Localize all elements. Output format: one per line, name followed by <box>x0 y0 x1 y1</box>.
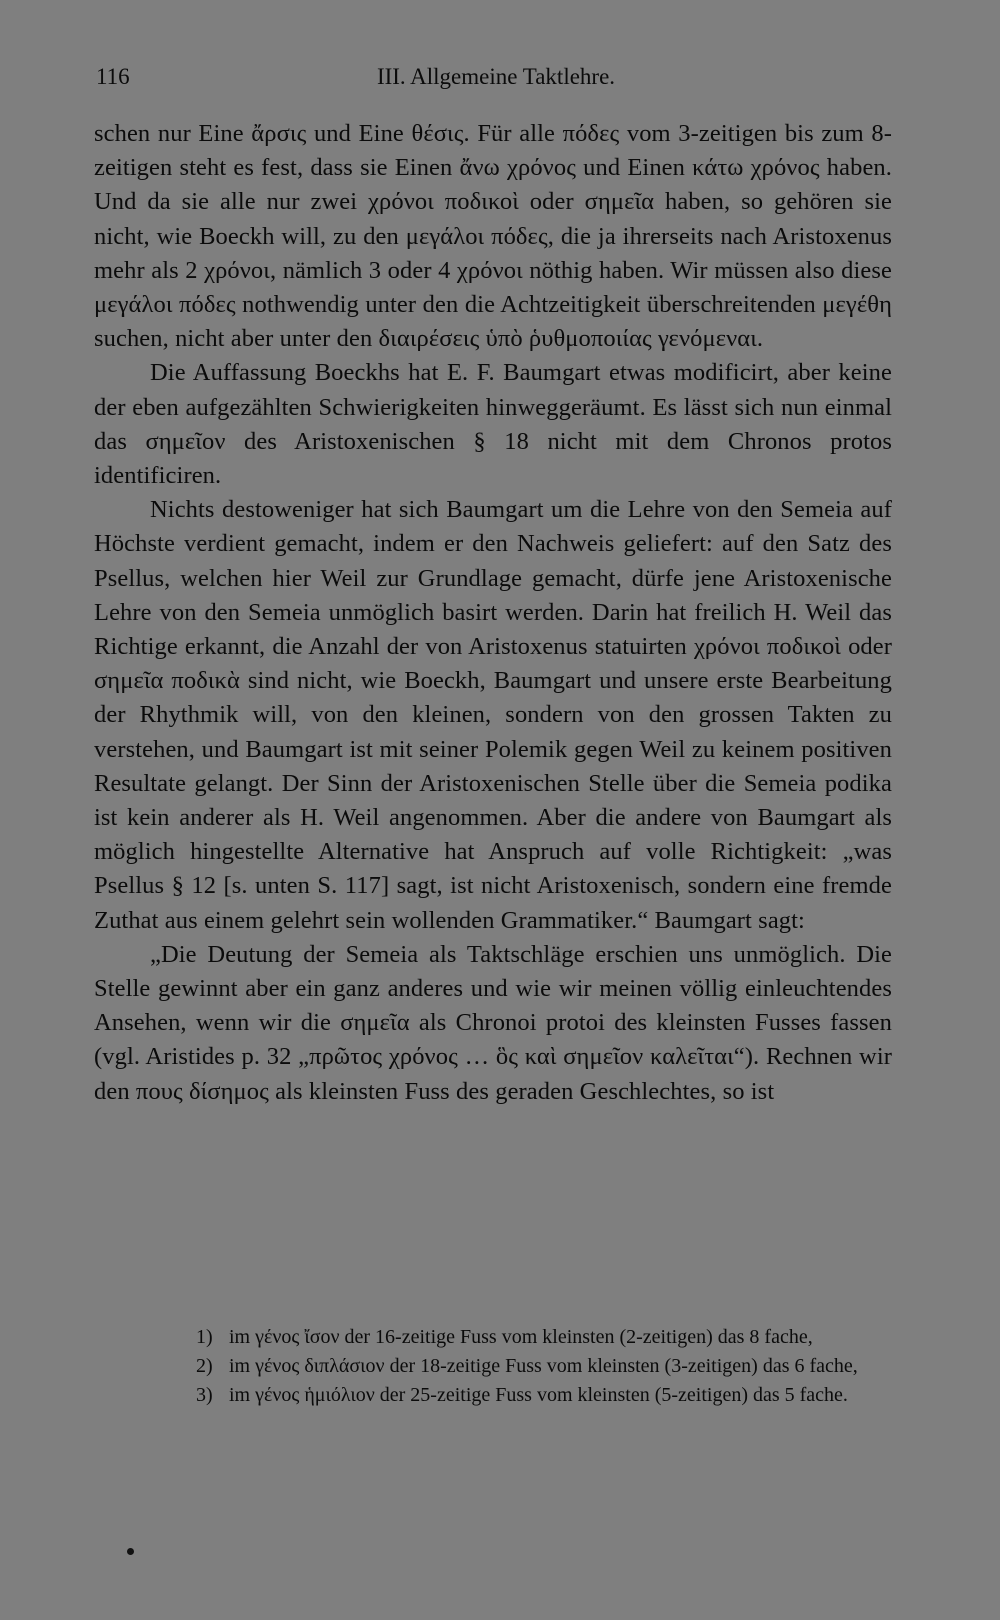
footnote-number: 3) <box>196 1384 213 1406</box>
paragraph: schen nur Eine ἄρσις und Eine θέσις. Für alle πόδες vom 3-zeitigen bis zum 8-zeitigen steht es fest, dass sie Einen ἄνω χρόνος und Einen κάτω χρόνος haben. Und da sie alle nur zwei χρόνοι ποδικοὶ oder σημεῖα haben, so gehören sie nicht, wie Boeckh will, zu den μεγάλοι πόδες, die ja ihrerseits nach Aristoxenus mehr als 2 χρόνοι, nämlich 3 oder 4 χρόνοι nöthig haben. Wir müssen also diese μεγάλοι πόδες nothwendig unter den die Achtzeitigkeit überschreitenden μεγέθη suchen, nicht aber unter den διαιρέσεις ὑπὸ ῥυθμοποιίας γενόμεναι. <box>94 120 892 353</box>
page-number: 116 <box>96 64 130 89</box>
footnote <box>196 1381 892 1410</box>
footnote-number: 2) <box>196 1355 213 1377</box>
footnote-number: 1) <box>196 1326 213 1348</box>
ink-spot <box>127 1548 134 1555</box>
footnote <box>196 1352 892 1381</box>
running-title: III. Allgemeine Taktlehre. <box>376 64 616 89</box>
paragraph: „Die Deutung der Semeia als Taktschläge erschien uns unmöglich. Die Stelle gewinnt aber ein ganz anderes und wie wir meinen völlig einleuchtendes Ansehen, wenn wir die σημεῖα als Chronoi protoi des kleinsten Fusses fassen (vgl. Aristides p. 32 „πρῶτος χρόνος … ὃς καὶ σημεῖον καλεῖται“). Rechnen wir den πους δίσημος als kleinsten Fuss des geraden Geschlechtes, so ist <box>94 940 892 1105</box>
page-header <box>96 64 896 104</box>
footnote <box>196 1323 892 1352</box>
footnotes <box>196 1323 892 1410</box>
main-text <box>94 117 892 1109</box>
footnote-text: im γένος ἡμιόλιον der 25-zeitige Fuss vom kleinsten (5-zeitigen) das 5 fache. <box>229 1384 848 1406</box>
footnote-text: im γένος διπλάσιον der 18-zeitige Fuss vom kleinsten (3-zeitigen) das 6 fache, <box>229 1355 858 1377</box>
paragraph: Die Auffassung Boeckhs hat E. F. Baumgart etwas modificirt, aber keine der eben aufgezählten Schwierigkeiten hinweggeräumt. Es lässt sich nun einmal das σημεῖον des Aristoxenischen § 18 nicht mit dem Chronos protos identificiren. <box>94 359 892 490</box>
footnote-text: im γένος ἴσον der 16-zeitige Fuss vom kleinsten (2-zeitigen) das 8 fache, <box>229 1326 813 1348</box>
paragraph: Nichts destoweniger hat sich Baumgart um die Lehre von den Semeia auf Höchste verdient gemacht, indem er den Nachweis geliefert: auf den Satz des Psellus, welchen hier Weil zur Grundlage gemacht, dürfe jene Aristoxenische Lehre von den Semeia unmöglich basirt werden. Darin hat freilich H. Weil das Richtige erkannt, die Anzahl der von Aristoxenus statuirten χρόνοι ποδικοὶ oder σημεῖα ποδικὰ sind nicht, wie Boeckh, Baumgart und unsere erste Bearbeitung der Rhythmik will, von den kleinen, sondern von den grossen Takten zu verstehen, und Baumgart ist mit seiner Polemik gegen Weil zu keinem positiven Resultate gelangt. Der Sinn der Aristoxenischen Stelle über die Semeia podika ist kein anderer als H. Weil angenommen. Aber die andere von Baumgart als möglich hingestellte Alternative hat Anspruch auf volle Richtigkeit: „was Psellus § 12 [s. unten S. 117] sagt, ist nicht Aristoxenisch, sondern eine fremde Zuthat aus einem gelehrt sein wollenden Grammatiker.“ Baumgart sagt: <box>94 496 892 934</box>
